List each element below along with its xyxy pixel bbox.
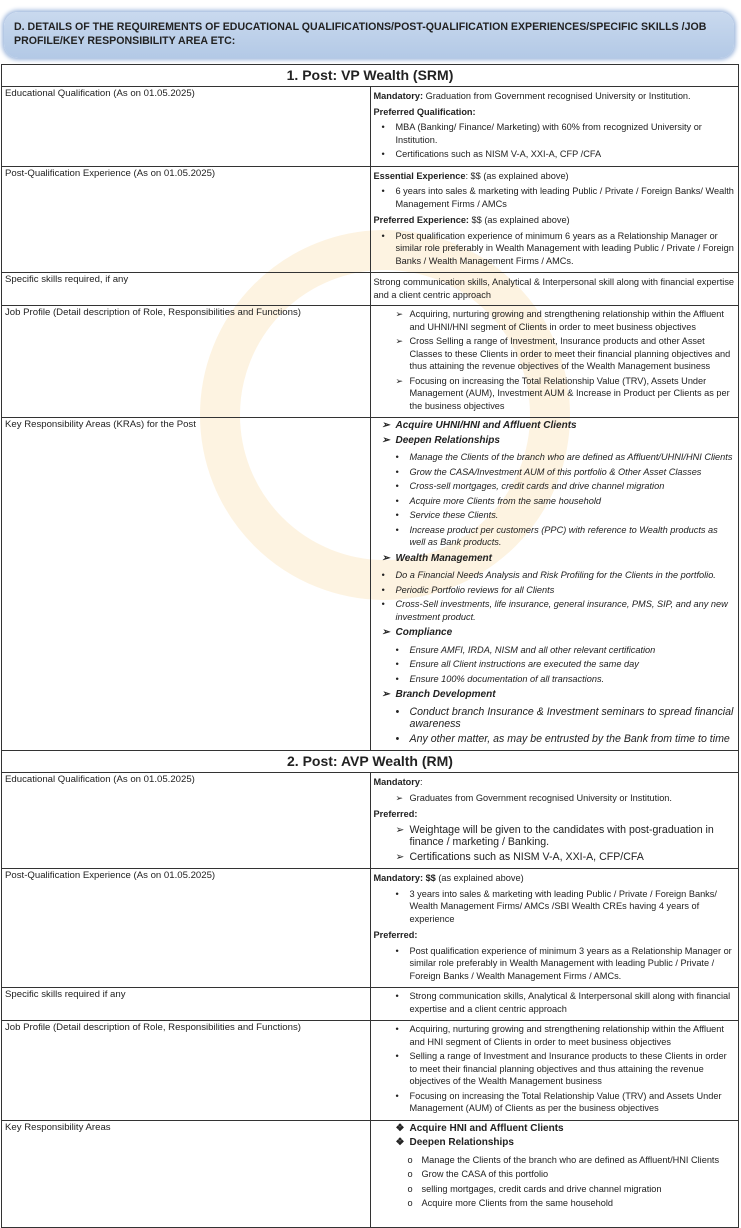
list-item-text: Periodic Portfolio reviews for all Clients <box>395 584 555 595</box>
requirement-value: Graduation from Government recognised University or Institution. <box>423 91 691 101</box>
requirement-heading: Essential Experience <box>373 170 466 181</box>
diamond-icon: ❖ <box>395 1122 405 1134</box>
requirement-row <box>2 418 739 751</box>
bullet-icon: • <box>395 1051 399 1061</box>
requirement-list <box>374 824 736 864</box>
list-item <box>395 990 736 1015</box>
list-item-text: Acquiring, nurturing growing and strengthening relationship within the Affluent and UHNI/HNI segment of Clients in order to meet business objectives <box>409 309 724 332</box>
list-item-text: Any other matter, as may be entrusted by the Bank from time to time <box>409 732 730 745</box>
list-item <box>381 420 736 433</box>
requirement-label: Job Profile (Detail description of Role, Responsibilities and Functions) <box>2 1021 371 1121</box>
list-item-text: Do a Financial Needs Analysis and Risk Profiling for the Clients in the portfolio. <box>395 570 716 580</box>
list-item <box>381 689 736 702</box>
list-item-text: selling mortgages, credit cards and drive channel migration <box>421 1183 662 1194</box>
list-item-text: Wealth Management <box>395 552 492 564</box>
arrow-icon: ➢ <box>395 309 404 319</box>
list-item-text: Ensure 100% documentation of all transactions. <box>409 673 605 684</box>
list-item-text: Certifications such as NISM V-A, XXI-A, CFP/CFA <box>409 850 644 863</box>
requirement-heading: Preferred Experience: <box>373 215 469 225</box>
list-item <box>395 673 736 686</box>
list-item-text: Graduates from Government recognised University or Institution. <box>409 792 672 803</box>
arrow-icon: ➢ <box>395 792 404 803</box>
requirement-row <box>2 869 739 988</box>
requirement-list <box>374 185 736 210</box>
requirement-detail <box>370 166 739 273</box>
bullet-icon: • <box>381 584 385 595</box>
list-item <box>395 451 736 464</box>
list-item-text: Deepen Relationships <box>395 434 500 446</box>
requirement-list <box>374 1123 736 1150</box>
list-item <box>381 121 736 146</box>
requirement-heading: Mandatory <box>373 777 420 787</box>
bullet-icon: • <box>395 644 399 655</box>
requirement-list <box>374 1023 736 1115</box>
list-item <box>381 569 736 582</box>
requirement-list <box>374 308 736 412</box>
list-item <box>395 644 736 657</box>
list-item <box>407 1183 736 1196</box>
bullet-icon: • <box>395 1024 399 1034</box>
post-title: 1. Post: VP Wealth (SRM) <box>2 65 739 87</box>
list-item <box>381 627 736 640</box>
post-title: 2. Post: AVP Wealth (RM) <box>2 751 739 773</box>
requirement-list <box>374 888 736 926</box>
list-item <box>395 308 736 333</box>
arrow-icon: ➢ <box>395 850 405 863</box>
list-item-text: MBA (Banking/ Finance/ Marketing) with 60% from recognized University or Institution. <box>395 122 702 145</box>
list-item-text: Increase product per customers (PPC) with reference to Wealth products as well as Bank products. <box>409 524 718 547</box>
list-item <box>395 375 736 413</box>
arrow-icon: ➢ <box>381 627 390 638</box>
list-item <box>395 1023 736 1048</box>
bullet-icon: • <box>395 991 399 1001</box>
requirement-list <box>374 553 736 566</box>
requirement-text <box>374 106 736 119</box>
requirement-list <box>374 644 736 686</box>
arrow-icon: ➢ <box>381 434 390 446</box>
list-item-text: Selling a range of Investment and Insurance products to these Clients in order to meet their financial planning objectives and thus attaining the revenue objectives of the Wealth Management business <box>409 1051 727 1086</box>
list-item <box>395 495 736 508</box>
list-item <box>407 1168 736 1181</box>
requirement-heading: Mandatory: <box>373 91 424 101</box>
list-item-text: Post qualification experience of minimum 3 years as a Relationship Manager or similar role preferably in Wealth Management with leading Public / Private / Foreign Banks / Wealth Management Firms / AMCs. <box>409 945 732 981</box>
list-item-text: Compliance <box>395 627 453 638</box>
list-item-text: Acquire HNI and Affluent Clients <box>409 1122 564 1134</box>
list-item <box>395 335 736 373</box>
requirement-value: Strong communication skills, Analytical & Interpersonal skill along with financial expertise and a client centric approach <box>373 277 735 300</box>
requirement-text <box>374 90 736 103</box>
requirement-row <box>2 988 739 1021</box>
bullet-icon: • <box>381 230 385 241</box>
list-item-text: Conduct branch Insurance & Investment seminars to spread financial awareness <box>409 705 734 730</box>
requirement-heading: Preferred: <box>373 930 418 940</box>
requirement-detail <box>370 869 739 988</box>
list-item-text: Cross Selling a range of Investment, Insurance products and other Asset Classes to these Clients in order to meet their financial planning objectives and thus attaining the revenue objectives of the Wealth Management business <box>409 336 731 371</box>
requirement-list <box>374 627 736 640</box>
list-item <box>395 850 736 864</box>
list-item <box>395 1050 736 1088</box>
list-item-text: Weightage will be given to the candidates with post-graduation in finance / marketing / Banking. <box>409 823 714 848</box>
requirement-detail <box>370 1120 739 1227</box>
bullet-icon: • <box>395 524 399 535</box>
list-item <box>395 509 736 522</box>
list-item-text: Strong communication skills, Analytical & Interpersonal skill along with financial expertise and a client centric approach <box>409 991 731 1014</box>
bullet-icon: • <box>381 186 385 196</box>
post-title-row <box>2 751 739 773</box>
list-item-text: Post qualification experience of minimum 6 years as a Relationship Manager or similar role preferably in Wealth Management with leading Public / Private / Foreign Banks / Wealth Management Firms / AMCs. <box>395 230 734 266</box>
requirement-row <box>2 306 739 418</box>
requirement-row <box>2 273 739 306</box>
requirement-text <box>374 929 736 942</box>
circle-icon: o <box>407 1169 413 1179</box>
bullet-icon: • <box>381 122 385 132</box>
arrow-icon: ➢ <box>395 375 404 386</box>
arrow-icon: ➢ <box>395 336 404 346</box>
list-item <box>381 598 736 623</box>
bullet-icon: • <box>381 149 385 159</box>
requirement-detail <box>370 87 739 167</box>
requirement-label: Educational Qualification (As on 01.05.2025) <box>2 87 371 167</box>
requirement-label: Specific skills required, if any <box>2 273 371 306</box>
list-item <box>395 732 736 746</box>
requirement-value: : $$ (as explained above) <box>465 170 569 181</box>
requirement-text <box>374 170 736 183</box>
list-item <box>395 705 736 731</box>
bullet-icon: • <box>395 705 400 718</box>
list-item <box>395 888 736 926</box>
list-item <box>395 524 736 549</box>
bullet-icon: • <box>395 945 399 956</box>
list-item <box>381 584 736 597</box>
list-item <box>407 1154 736 1167</box>
requirement-label: Post-Qualification Experience (As on 01.05.2025) <box>2 166 371 273</box>
list-item-text: Grow the CASA/Investment AUM of this portfolio & Other Asset Classes <box>409 466 702 477</box>
list-item <box>395 658 736 671</box>
requirement-list <box>374 689 736 702</box>
requirement-row <box>2 87 739 167</box>
list-item <box>395 1137 736 1150</box>
requirement-detail <box>370 418 739 751</box>
requirement-detail <box>370 306 739 418</box>
list-item <box>395 480 736 493</box>
circle-icon: o <box>407 1183 413 1194</box>
bullet-icon: • <box>395 452 399 462</box>
requirement-label: Post-Qualification Experience (As on 01.05.2025) <box>2 869 371 988</box>
requirement-label: Educational Qualification (As on 01.05.2025) <box>2 773 371 869</box>
bullet-icon: • <box>395 1090 399 1101</box>
list-item <box>407 1197 736 1210</box>
bullet-icon: • <box>395 888 399 899</box>
list-item <box>395 1122 736 1136</box>
list-item <box>381 230 736 268</box>
list-item-text: Focusing on increasing the Total Relationship Value (TRV), Assets Under Management (AUM), Investment AUM & Increase in Product per Clients as per the business objectives <box>409 375 730 411</box>
post-title-row <box>2 65 739 87</box>
bullet-icon: • <box>395 495 399 506</box>
list-item <box>381 434 736 448</box>
requirement-value: $$ (as explained above) <box>469 215 570 225</box>
requirement-list <box>374 792 736 805</box>
list-item-text: Certifications such as NISM V-A, XXI-A, CFP /CFA <box>395 149 602 159</box>
bullet-icon: • <box>395 659 399 669</box>
requirement-text <box>374 872 736 885</box>
list-item-text: Ensure all Client instructions are executed the same day <box>409 659 639 669</box>
list-item <box>381 552 736 566</box>
circle-icon: o <box>407 1198 413 1208</box>
bullet-icon: • <box>395 673 399 684</box>
requirement-value: (as explained above) <box>435 873 524 883</box>
list-item-text: Acquiring, nurturing growing and strengthening relationship within the Affluent and HNI segment of Clients in order to meet business objectives <box>409 1024 724 1047</box>
requirement-heading: Preferred: <box>373 809 418 819</box>
requirement-label: Job Profile (Detail description of Role, Responsibilities and Functions) <box>2 306 371 418</box>
section-header: D. DETAILS OF THE REQUIREMENTS OF EDUCATIONAL QUALIFICATIONS/POST-QUALIFICATION EXPERIENCES/SPECIFIC SKILLS /JOB PROFILE/KEY RESPONSIBILITY AREA ETC: <box>4 12 734 58</box>
requirement-detail <box>370 773 739 869</box>
requirement-list <box>374 945 736 983</box>
requirement-text <box>374 808 736 821</box>
requirement-heading: Preferred Qualification: <box>373 106 476 117</box>
requirement-label: Key Responsibility Areas (KRAs) for the Post <box>2 418 371 751</box>
requirement-detail <box>370 273 739 306</box>
list-item <box>395 945 736 983</box>
bullet-icon: • <box>381 599 385 609</box>
requirement-list <box>374 990 736 1015</box>
arrow-icon: ➢ <box>395 823 405 836</box>
bullet-icon: • <box>395 466 399 477</box>
requirement-list <box>374 451 736 549</box>
requirement-detail <box>370 988 739 1021</box>
requirements-table <box>1 64 739 1228</box>
requirement-row <box>2 1021 739 1121</box>
list-item-text: 3 years into sales & marketing with leading Public / Private / Foreign Banks/ Wealth Management Firms/ AMCs /SBI Wealth CREs having 4 years of experience <box>409 888 717 924</box>
requirement-text <box>374 276 736 301</box>
list-item-text: Acquire more Clients from the same household <box>421 1198 613 1208</box>
requirement-list <box>374 121 736 161</box>
list-item <box>395 792 736 805</box>
list-item-text: Manage the Clients of the branch who are defined as Affluent/HNI Clients <box>421 1154 720 1165</box>
list-item-text: Focusing on increasing the Total Relationship Value (TRV) and Assets Under Management (AUM) of Clients as per the business objectives <box>409 1090 722 1113</box>
bullet-icon: • <box>395 510 399 520</box>
list-item <box>395 466 736 479</box>
list-item-text: 6 years into sales & marketing with leading Public / Private / Foreign Banks/ Wealth Management Firms / AMCs <box>395 186 734 209</box>
list-item <box>395 1090 736 1115</box>
arrow-icon: ➢ <box>381 420 390 431</box>
requirement-label: Key Responsibility Areas <box>2 1120 371 1227</box>
list-item-text: Service these Clients. <box>409 510 499 520</box>
list-item-text: Cross-sell mortgages, credit cards and drive channel migration <box>409 481 665 491</box>
bullet-icon: • <box>381 570 385 580</box>
requirement-value: : <box>419 777 423 787</box>
requirement-text <box>374 214 736 227</box>
bullet-icon: • <box>395 481 399 491</box>
arrow-icon: ➢ <box>381 689 390 700</box>
requirement-list <box>374 1154 736 1210</box>
list-item-text: Deepen Relationships <box>409 1137 514 1148</box>
list-item-text: Manage the Clients of the branch who are defined as Affluent/UHNI/HNI Clients <box>409 452 733 462</box>
requirement-row <box>2 1120 739 1227</box>
requirement-list <box>374 230 736 268</box>
requirement-detail <box>370 1021 739 1121</box>
diamond-icon: ❖ <box>395 1137 405 1148</box>
list-item-text: Acquire UHNI/HNI and Affluent Clients <box>395 420 577 431</box>
requirement-row <box>2 773 739 869</box>
circle-icon: o <box>407 1154 413 1165</box>
list-item-text: Grow the CASA of this portfolio <box>421 1169 549 1179</box>
requirement-list <box>374 706 736 746</box>
list-item-text: Branch Development <box>395 689 496 700</box>
list-item <box>395 823 736 849</box>
requirement-row <box>2 166 739 273</box>
list-item-text: Cross-Sell investments, life insurance, general insurance, PMS, SIP, and any new investment product. <box>395 599 728 622</box>
list-item-text: Acquire more Clients from the same household <box>409 495 601 506</box>
list-item-text: Ensure AMFI, IRDA, NISM and all other relevant certification <box>409 644 656 655</box>
arrow-icon: ➢ <box>381 552 390 564</box>
requirement-label: Specific skills required if any <box>2 988 371 1021</box>
requirement-list <box>374 420 736 447</box>
requirement-heading: Mandatory: $$ <box>373 873 436 883</box>
requirement-list <box>374 569 736 623</box>
bullet-icon: • <box>395 732 400 745</box>
list-item <box>381 148 736 161</box>
requirement-text <box>374 776 736 789</box>
list-item <box>381 185 736 210</box>
